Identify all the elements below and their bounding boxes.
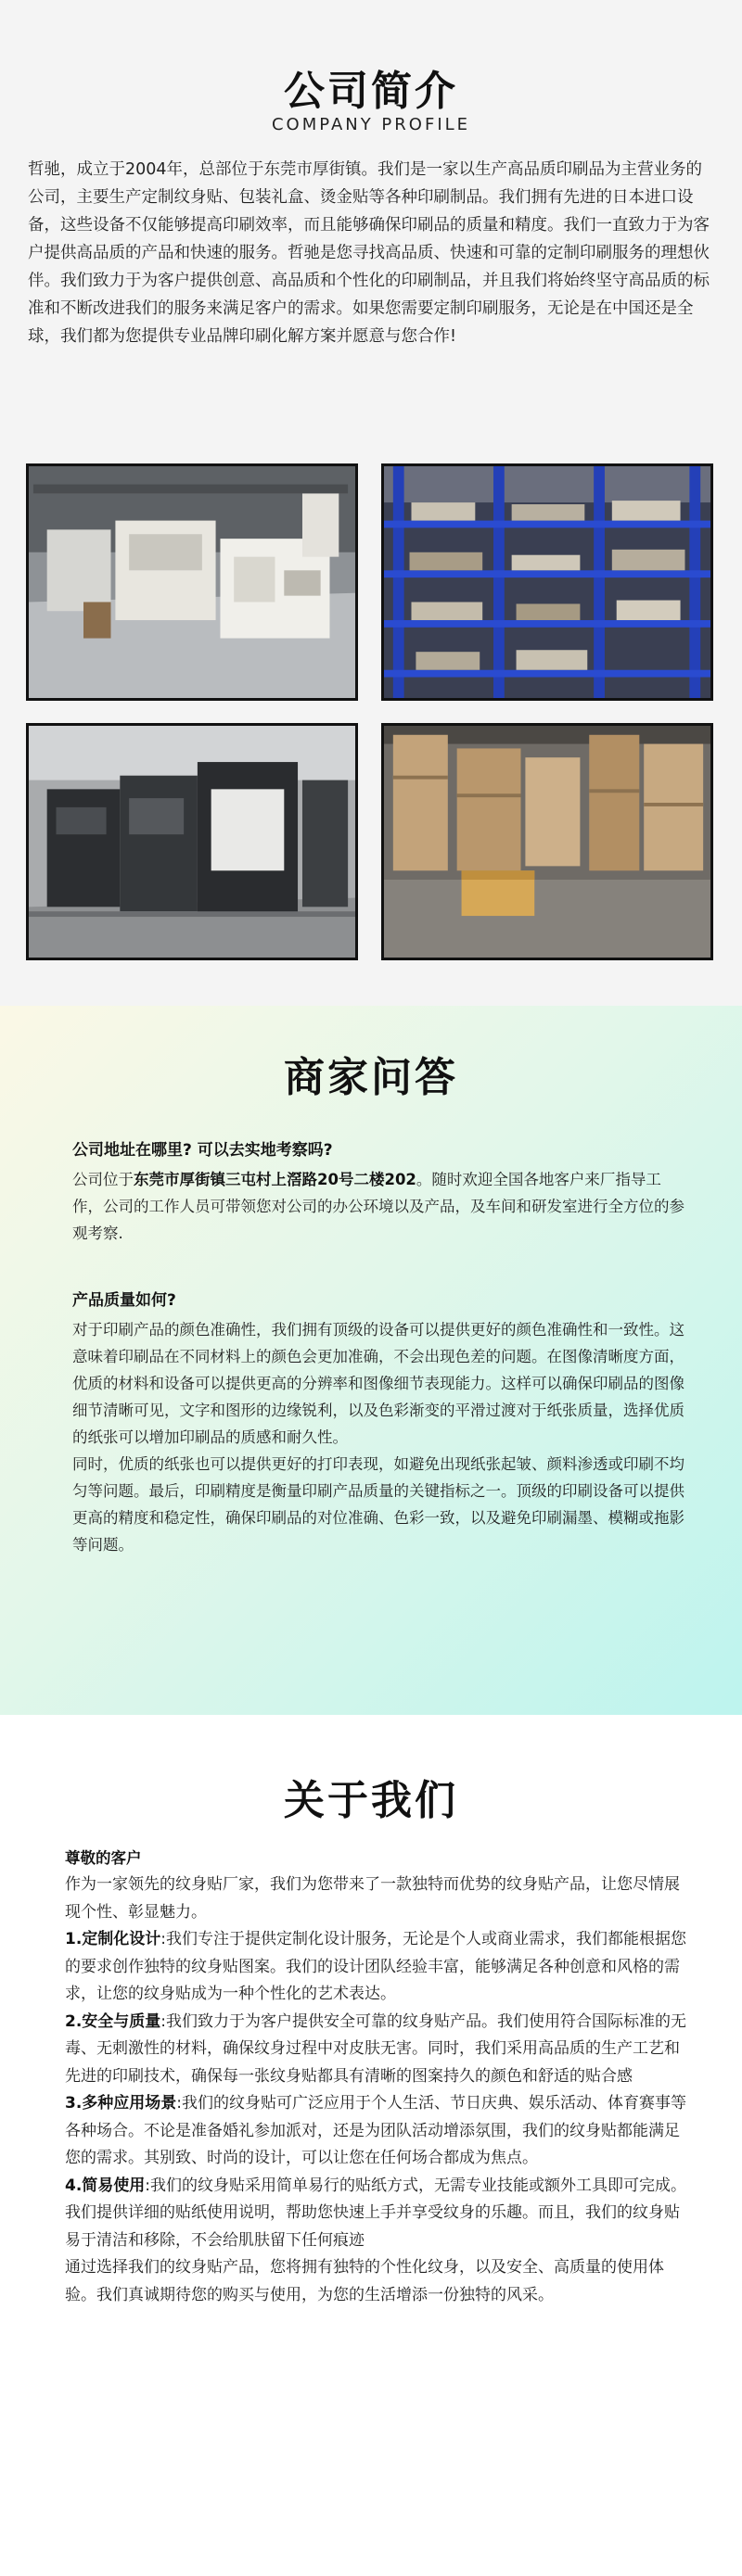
company-profile-section xyxy=(0,0,742,1006)
about-item-head: 4.简易使用 xyxy=(65,2176,146,2195)
about-intro: 作为一家领先的纹身贴厂家，我们为您带来了一款独特而优势的纹身贴产品，让您尽情展现个性、彰显魅力。 xyxy=(65,1875,680,1922)
about-item-safety-quality xyxy=(65,2009,688,2091)
about-item-easy-use xyxy=(65,2173,688,2255)
qa-question-quality: 产品质量如何? xyxy=(72,1291,176,1310)
about-item-custom-design xyxy=(65,1926,688,2009)
merchant-qa-section xyxy=(0,1006,742,1715)
about-item-text: :我们专注于提供定制化设计服务，无论是个人或商业需求，我们都能根据您的要求创作独特的纹身贴图案。我们的设计团队经验丰富，能够满足各种创意和风格的需求，让您的纹身贴成为一种个性化的艺术表达。 xyxy=(65,1930,687,2003)
qa-item-address xyxy=(72,1138,684,1247)
qa-answer-quality-p2: 同时，优质的纸张也可以提供更好的打印表现，如避免出现纸张起皱、颜料渗透或印刷不均匀等问题。最后，印刷精度是衡量印刷产品质量的关键指标之一。顶级的印刷设备可以提供更高的精度和稳定性，确保印刷品的对位准确、色彩一致，以及避免印刷漏墨、模糊或拖影等问题。 xyxy=(72,1455,684,1554)
about-item-use-cases xyxy=(65,2090,688,2173)
qa-answer-address xyxy=(72,1166,684,1247)
about-title: 关于我们 xyxy=(284,1777,458,1824)
about-greeting: 尊敬的客户 xyxy=(65,1849,142,1867)
about-item-text: :我们的纹身贴采用简单易行的贴纸方式，无需专业技能或额外工具即可完成。我们提供详细的贴纸使用说明，帮助您快速上手并享受纹身的乐趣。而且，我们的纹身贴易于清洁和移除，不会给肌肤留下任何痕迹 xyxy=(65,2176,687,2250)
profile-title: 公司简介 xyxy=(284,68,458,115)
qa-answer-address-rest: 。随时欢迎全国各地客户来厂指导工作，公司的工作人员可带领您对公司的办公环境以及产品，及车间和研发室进行全方位的参观考察. xyxy=(72,1171,684,1242)
qa-answer-quality-p1: 对于印刷产品的颜色准确性，我们拥有顶级的设备可以提供更好的颜色准确性和一致性。这意味着印刷品在不同材料上的颜色会更加准确，不会出现色差的问题。在图像清晰度方面，优质的材料和设备可以提供更高的分辨率和图像细节表现能力。这样可以确保印刷品的图像细节清晰可见，文字和图形的边缘锐利，以及色彩渐变的平滑过渡对于纸张质量，选择优质的纸张可以增加印刷品的质感和耐久性。 xyxy=(72,1321,684,1446)
qa-title: 商家问答 xyxy=(284,1054,458,1101)
profile-subtitle: COMPANY PROFILE xyxy=(271,115,471,134)
about-item-head: 3.多种应用场景 xyxy=(65,2094,177,2113)
warehouse-shelves-photo xyxy=(381,463,713,701)
factory-floor-photo xyxy=(26,463,358,701)
profile-description: 哲驰，成立于2004年，总部位于东莞市厚街镇。我们是一家以生产高品质印刷品为主营业务的公司，主要生产定制纹身贴、包装礼盒、烫金贴等各种印刷制品。我们拥有先进的日本进口设备，这些设备不仅能够提高印刷效率，而且能够确保印刷品的质量和精度。我们一直致力于为客户提供高品质的产品和快速的服务。哲驰是您寻找高品质、快速和可靠的定制印刷服务的理想伙伴。我们致力于为客户提供创意、高品质和个性化的印刷制品，并且我们将始终坚守高品质的标准和不断改进我们的服务来满足客户的需求。如果您需要定制印刷服务，无论是在中国还是全球，我们都为您提供专业品牌印刷化解方案并愿意与您合作! xyxy=(28,160,710,346)
printing-press-photo xyxy=(26,723,358,960)
qa-answer-address-lead: 公司位于 xyxy=(72,1171,134,1188)
about-item-text: :我们致力于为客户提供安全可靠的纹身贴产品。我们使用符合国际标准的无毒、无刺激性的材料，确保纹身过程中对皮肤无害。同时，我们采用高品质的生产工艺和先进的印刷技术，确保每一张纹身贴都具有清晰的图案持久的颜色和舒适的贴合感 xyxy=(65,2011,687,2086)
about-item-head: 1.定制化设计 xyxy=(65,1930,161,1948)
qa-item-quality xyxy=(72,1288,684,1558)
about-us-section xyxy=(0,1715,742,2576)
about-item-text: :我们的纹身贴可广泛应用于个人生活、节日庆典、娱乐活动、体育赛事等各种场合。不论是准备婚礼参加派对，还是为团队活动增添氛围，我们的纹身贴都能满足您的需求。其别致、时尚的设计，可以让您在任何场合都成为焦点。 xyxy=(65,2094,687,2167)
about-outro: 通过选择我们的纹身贴产品，您将拥有独特的个性化纹身，以及安全、高质量的使用体验。我们真诚期待您的购买与使用，为您的生活增添一份独特的风采。 xyxy=(65,2258,664,2304)
about-item-head: 2.安全与质量 xyxy=(65,2011,161,2031)
about-body xyxy=(65,1845,688,2309)
company-address: 东莞市厚街镇三屯村上滘路20号二楼202 xyxy=(134,1171,416,1188)
qa-question-address: 公司地址在哪里? 可以去实地考察吗? xyxy=(72,1141,333,1160)
packaged-boxes-photo xyxy=(381,723,713,960)
